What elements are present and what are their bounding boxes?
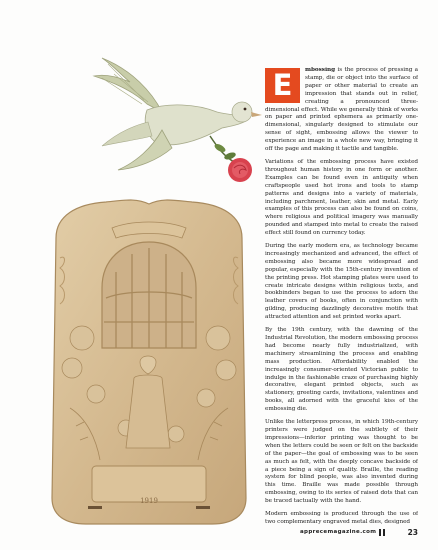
embossed-card-illustration xyxy=(36,198,262,528)
article-paragraph-4: By the 19th century, with the dawning of the Industrial Revolution, the modern embossing process had become nearly fully industrialized, with machinery streamlining the process and enabling mass production. Affordability enabled the increasingly consumer-oriented Victorian public to indulge in the fashionable craze of purchasing highly decorative, elegant printed objects, such as stationery, greeting cards, invitations, valentines and books, all adorned with the graceful kiss of the embossing die. xyxy=(265,327,418,413)
article-paragraph-6: Modern embossing is produced through the use of two complementary engraved metal dies, designed xyxy=(265,511,418,525)
dropcap-letter: E xyxy=(265,68,300,103)
footer-divider xyxy=(383,529,385,536)
article-paragraph-5: Unlike the letterpress process, in which 19th-century printers were judged on the subtlety of their impressions—inferior printing was thought to be when the letters could be seen or felt on the backside of the paper—the goal of embossing was to be seen as much as felt, with the deeply concave backside of a piece being a sign of quality. Braille, the reading system for blind people, was also invented during this time. Braille was made possible through embossing, owing to its series of raised dots that can be traced tactually with the hand. xyxy=(265,419,418,505)
article-paragraph-1 xyxy=(265,67,418,154)
page-footer xyxy=(300,528,418,538)
paragraph-1-text: is the process of pressing a stamp, die or object into the surface of paper or other material to create an impression that stands out in relief, creating a pronounced three-dimensional effect. While we generally think of works on paper and printed ephemera as primarily one-dimensional, singularly designed to stimulate our sense of sight, embossing allows the viewer to experience an image in a whole new way, bringing it off the page and making it tactile and tangible. xyxy=(265,67,418,153)
magazine-url: apprecemagazine.com xyxy=(300,529,377,535)
card-year-label: 1919 xyxy=(140,497,158,505)
page-number: 23 xyxy=(407,528,418,537)
lead-word: mbossing xyxy=(305,67,336,73)
embossed-dove-illustration xyxy=(92,52,267,192)
article-paragraph-2: Variations of the embossing process have existed throughout human history in one form or another. Examples can be found even in antiquity when craftspeople used hot irons and tools to stamp patterns and designs into a variety of materials, including parchment, leather, skin and metal. Early examples of this process can also be found on coins, where religious and political imagery was manually pounded and stamped into metal to create the raised effect still found on currency today. xyxy=(265,158,418,237)
article-body xyxy=(265,67,418,525)
footer-divider xyxy=(379,529,381,536)
article-paragraph-3: During the early modern era, as technology became increasingly mechanized and advanced, the effect of embossing also became more widespread and popular, especially with the 15th-century invention of the printing press. Hot stamping plates were used to create intricate designs within religious texts, and bookbinders began to use the process to adorn the leather covers of books, often in conjunction with gilding, producing dazzlingly decorative motifs that attracted attention and set printed works apart. xyxy=(265,243,418,321)
